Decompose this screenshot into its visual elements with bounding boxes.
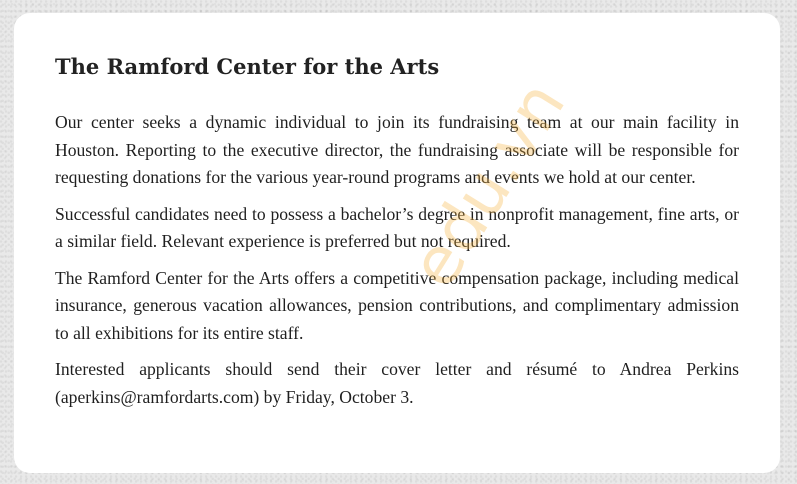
paragraph-application-instructions: Interested applicants should send their cover letter and résumé to Andrea Perkins (aperkins@ramfordarts.com) by Friday, October 3. — [55, 359, 739, 407]
paragraph-job-description: Our center seeks a dynamic individual to join its fundraising team at our main facility in Houston. Reporting to the executive director, the fundraising associate will be responsible for requesting donations for the various year-round programs and events we hold at our center. — [55, 112, 739, 187]
watermark: edu.vn — [395, 68, 581, 301]
document-body — [55, 109, 739, 411]
document-title: The Ramford Center for the Arts — [55, 54, 440, 79]
paragraph-benefits: The Ramford Center for the Arts offers a competitive compensation package, including medical insurance, generous vacation allowances, pension contributions, and complimentary admission to all exhibitions for its entire staff. — [55, 267, 739, 343]
paragraph-requirements: Successful candidates need to possess a bachelor’s degree in nonprofit management, fine arts, or a similar field. Relevant experience is preferred but not required. — [55, 203, 739, 251]
document-card — [14, 13, 780, 473]
